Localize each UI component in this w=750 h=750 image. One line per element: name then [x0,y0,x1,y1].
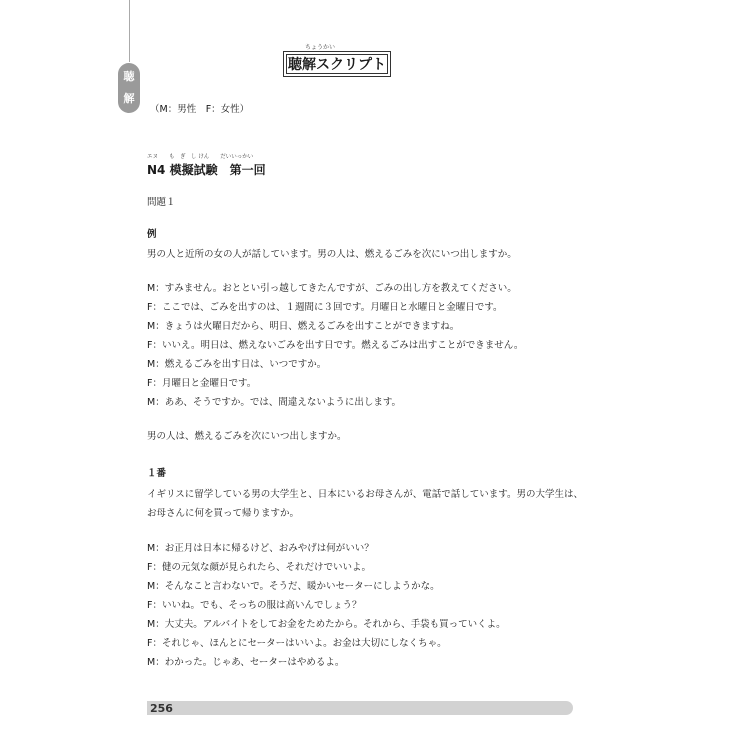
title-ruby: ちょうかい [305,44,336,51]
page-number: 256 [150,702,173,715]
dialogue-line: M：きょうは火曜日だから、明日、燃えるごみを出すことができますね。 [147,321,460,332]
mondai-label: 問題１ [147,197,176,208]
dialogue-line: F：月曜日と金曜日です。 [147,378,257,389]
dialogue-line: F：それじゃ、ほんとにセーターはいいよ。お金は大切にしなくちゃ。 [147,638,447,649]
margin-rule [129,0,130,62]
speaker-legend: （M：男性 F：女性） [150,104,250,115]
question-1-intro: イギリスに留学している男の大学生と、日本にいるお母さんが、電話で話しています。男の大学生は、 [147,489,584,500]
side-tab-char-1: 聴 [123,70,135,83]
dialogue-line: M：燃えるごみを出す日は、いつですか。 [147,359,327,370]
dialogue-line: M：お正月は日本に帰るけど、おみやげは何がいい？ [147,543,374,554]
question-1-heading: １番 [147,468,167,479]
dialogue-line: F：いいえ。明日は、燃えないごみを出す日です。燃えるごみは出すことができません。 [147,340,524,351]
question-1-intro: お母さんに何を買って帰りますか。 [147,508,300,519]
section-ruby: エヌ も ぎ し けん だいいっかい [147,154,254,160]
dialogue-line: F：健の元気な顔が見られたら、それだけでいいよ。 [147,562,371,573]
section-title: N4 模擬試験 第一回 [147,163,266,177]
dialogue-line: M：そんなこと言わないで。そうだ、暖かいセーターにしようかな。 [147,581,440,592]
side-tab-char-2: 解 [123,92,135,105]
dialogue-line: M：わかった。じゃあ、セーターはやめるよ。 [147,657,345,668]
example-closing-question: 男の人は、燃えるごみを次にいつ出しますか。 [147,431,347,442]
example-question: 男の人と近所の女の人が話しています。男の人は、燃えるごみを次にいつ出しますか。 [147,249,517,260]
footer-bar [147,701,573,715]
dialogue-line: M：ああ、そうですか。では、間違えないように出します。 [147,397,402,408]
dialogue-line: M：すみません。おととい引っ越してきたんですが、ごみの出し方を教えてください。 [147,283,517,294]
title-box [283,51,391,77]
example-heading: 例 [147,229,157,240]
dialogue-line: M：大丈夫。アルバイトをしてお金をためたから。それから、手袋も買っていくよ。 [147,619,506,630]
dialogue-line: F：いいね。でも、そっちの服は高いんでしょう？ [147,600,362,611]
page-title: 聴解スクリプト [286,54,388,74]
side-tab [118,63,140,113]
dialogue-line: F：ここでは、ごみを出すのは、１週間に３回です。月曜日と水曜日と金曜日です。 [147,302,503,313]
